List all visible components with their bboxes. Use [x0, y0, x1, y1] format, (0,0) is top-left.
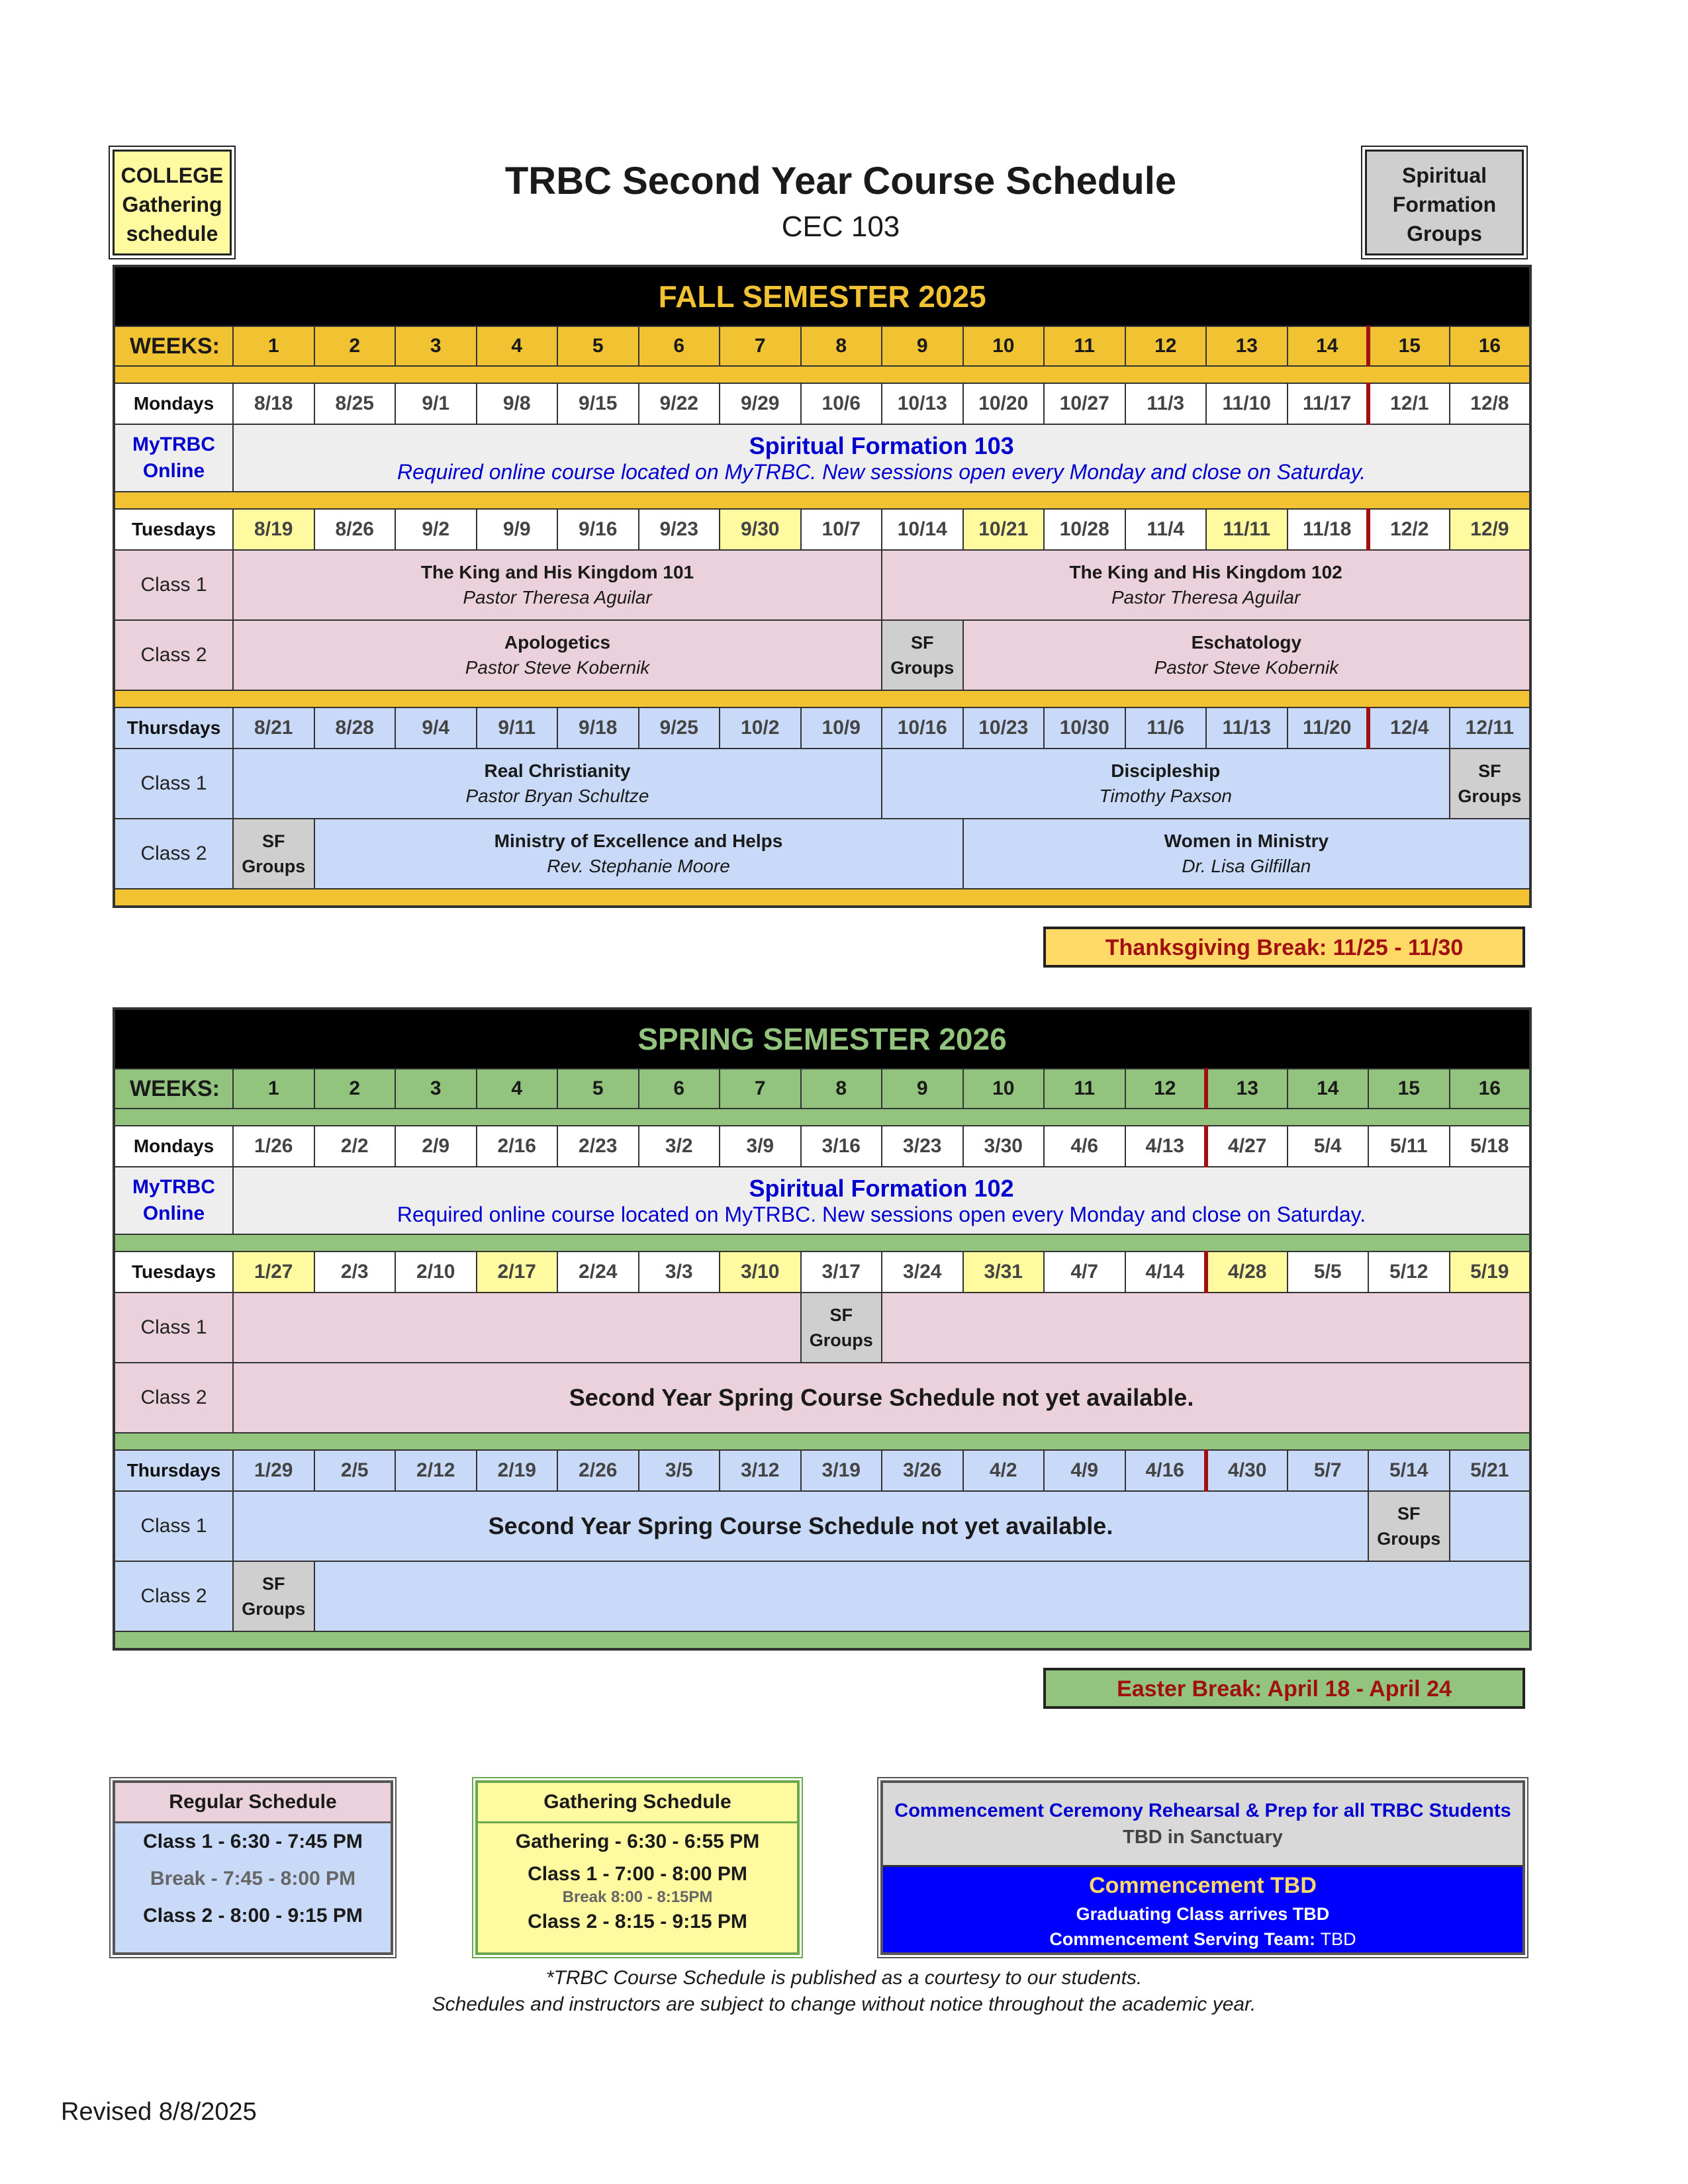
online-course-title: Spiritual Formation 102 [749, 1174, 1014, 1202]
date-cell: 3/17 [801, 1251, 882, 1293]
spring-thu-class2-row [114, 1561, 1530, 1631]
date-cell: 4/30 [1206, 1450, 1288, 1491]
date-cell: 8/19 [233, 509, 314, 550]
date-cell: 10/28 [1044, 509, 1125, 550]
week-number: 12 [1125, 326, 1207, 366]
week-number: 11 [1044, 326, 1125, 366]
week-number: 13 [1206, 1069, 1288, 1109]
date-cell: 1/27 [233, 1251, 314, 1293]
course-cell [233, 749, 882, 819]
week-number: 8 [801, 326, 882, 366]
class2-label: Class 2 [114, 620, 233, 690]
date-cell: 2/24 [557, 1251, 639, 1293]
date-cell: 2/12 [395, 1450, 477, 1491]
revised-date: Revised 8/8/2025 [61, 2098, 257, 2126]
weeks-label: WEEKS: [114, 326, 233, 366]
date-cell: 10/16 [882, 707, 963, 749]
legend-class1: Class 1 - 7:00 - 8:00 PM [528, 1863, 747, 1885]
page-title: TRBC Second Year Course Schedule [504, 159, 1177, 203]
online-course-cell [233, 1167, 1530, 1234]
fall-tue-class1-row [114, 550, 1530, 620]
course-name: The King and His Kingdom 102 [1069, 562, 1342, 582]
online-course-description: Required online course located on MyTRBC. New sessions open every Monday and close on Saturday. [397, 459, 1366, 484]
rehearsal-location: TBD in Sanctuary [1123, 1827, 1283, 1848]
date-cell: 8/28 [314, 707, 396, 749]
week-number: 10 [963, 326, 1045, 366]
date-cell: 3/10 [720, 1251, 801, 1293]
date-cell: 4/28 [1206, 1251, 1288, 1293]
week-number: 2 [314, 1069, 396, 1109]
date-cell: 9/16 [557, 509, 639, 550]
fall-schedule-table [113, 265, 1532, 908]
date-cell: 3/16 [801, 1126, 882, 1167]
date-cell: 9/23 [639, 509, 720, 550]
tuesdays-label: Tuesdays [114, 1251, 233, 1293]
not-available-notice: Second Year Spring Course Schedule not yet available. [233, 1491, 1368, 1561]
not-available-notice: Second Year Spring Course Schedule not yet available. [233, 1363, 1530, 1433]
class2-label: Class 2 [114, 1561, 233, 1631]
date-cell: 10/2 [720, 707, 801, 749]
date-cell: 9/1 [395, 383, 477, 424]
date-cell: 3/26 [882, 1450, 963, 1491]
sf-groups-cell: SF Groups [233, 1561, 314, 1631]
thursdays-label: Thursdays [114, 1450, 233, 1491]
date-cell: 4/13 [1125, 1126, 1207, 1167]
date-cell: 11/10 [1206, 383, 1288, 424]
week-number: 1 [233, 1069, 314, 1109]
week-number: 14 [1288, 326, 1369, 366]
sf-groups-cell: SF Groups [1450, 749, 1531, 819]
empty-course-cell [882, 1293, 1530, 1363]
sf-groups-cell: SF Groups [233, 819, 314, 889]
mytrbc-online-label: MyTRBC Online [114, 1167, 233, 1234]
date-cell: 8/21 [233, 707, 314, 749]
fall-online-row [114, 424, 1530, 492]
week-number: 4 [477, 1069, 558, 1109]
spiritual-formation-groups-badge: Spiritual Formation Groups [1365, 150, 1524, 255]
week-number: 5 [557, 1069, 639, 1109]
weeks-label: WEEKS: [114, 1069, 233, 1109]
legend-class1: Class 1 - 6:30 - 7:45 PM [143, 1831, 363, 1852]
class2-label: Class 2 [114, 1363, 233, 1433]
college-gathering-schedule-badge: COLLEGE Gathering schedule [113, 150, 232, 255]
date-cell: 2/2 [314, 1126, 396, 1167]
course-instructor: Pastor Theresa Aguilar [1111, 587, 1301, 608]
date-cell: 1/29 [233, 1450, 314, 1491]
week-number: 4 [477, 326, 558, 366]
mondays-label: Mondays [114, 383, 233, 424]
week-number: 6 [639, 1069, 720, 1109]
date-cell: 10/9 [801, 707, 882, 749]
fall-mondays-row [114, 383, 1530, 424]
regular-schedule-legend [113, 1780, 393, 1955]
rehearsal-title: Commencement Ceremony Rehearsal & Prep for all TRBC Students [894, 1800, 1511, 1821]
date-cell: 12/9 [1450, 509, 1531, 550]
divider [114, 1109, 1530, 1126]
week-number: 9 [882, 326, 963, 366]
date-cell: 5/18 [1450, 1126, 1531, 1167]
fall-thu-class1-row [114, 749, 1530, 819]
fall-thursdays-row [114, 707, 1530, 749]
empty-course-cell [1450, 1491, 1531, 1561]
date-cell: 10/14 [882, 509, 963, 550]
course-instructor: Dr. Lisa Gilfillan [1182, 856, 1311, 876]
week-number: 1 [233, 326, 314, 366]
date-cell: 9/29 [720, 383, 801, 424]
date-cell: 2/19 [477, 1450, 558, 1491]
spring-semester-title: SPRING SEMESTER 2026 [114, 1009, 1530, 1069]
divider [114, 366, 1530, 383]
mytrbc-online-label: MyTRBC Online [114, 424, 233, 492]
online-course-description: Required online course located on MyTRBC. New sessions open every Monday and close on Saturday. [397, 1202, 1366, 1226]
course-instructor: Pastor Theresa Aguilar [463, 587, 652, 608]
date-cell: 5/19 [1450, 1251, 1531, 1293]
date-cell: 9/18 [557, 707, 639, 749]
commencement-panel [883, 1865, 1523, 1952]
date-cell: 9/25 [639, 707, 720, 749]
tuesdays-label: Tuesdays [114, 509, 233, 550]
date-cell: 3/31 [963, 1251, 1045, 1293]
courtesy-note: *TRBC Course Schedule is published as a courtesy to our students. [545, 1967, 1143, 1989]
class1-label: Class 1 [114, 1293, 233, 1363]
legend-break: Break 8:00 - 8:15PM [562, 1888, 713, 1906]
week-number: 8 [801, 1069, 882, 1109]
fall-weeks-row [114, 326, 1530, 366]
course-instructor: Timothy Paxson [1099, 786, 1232, 806]
date-cell: 10/20 [963, 383, 1045, 424]
divider [114, 1433, 1530, 1450]
date-cell: 4/14 [1125, 1251, 1207, 1293]
date-cell: 10/21 [963, 509, 1045, 550]
date-cell: 5/5 [1288, 1251, 1369, 1293]
week-number: 9 [882, 1069, 963, 1109]
spring-tue-class1-row [114, 1293, 1530, 1363]
course-name: Discipleship [1111, 760, 1221, 781]
week-number: 12 [1125, 1069, 1207, 1109]
date-cell: 4/16 [1125, 1450, 1207, 1491]
date-cell: 9/15 [557, 383, 639, 424]
date-cell: 4/7 [1044, 1251, 1125, 1293]
divider [114, 889, 1530, 907]
week-number: 16 [1450, 1069, 1531, 1109]
serving-team-line: Commencement Serving Team: TBD [1049, 1929, 1356, 1949]
legend-title: Gathering Schedule [478, 1783, 797, 1823]
week-number: 14 [1288, 1069, 1369, 1109]
week-number: 15 [1368, 1069, 1450, 1109]
date-cell: 11/13 [1206, 707, 1288, 749]
date-cell: 10/30 [1044, 707, 1125, 749]
legend-title: Regular Schedule [115, 1783, 391, 1823]
course-cell [963, 620, 1531, 690]
date-cell: 9/22 [639, 383, 720, 424]
date-cell: 4/6 [1044, 1126, 1125, 1167]
date-cell: 10/27 [1044, 383, 1125, 424]
week-number: 3 [395, 326, 477, 366]
date-cell: 3/19 [801, 1450, 882, 1491]
empty-course-cell [233, 1293, 801, 1363]
date-cell: 9/4 [395, 707, 477, 749]
spring-online-row [114, 1167, 1530, 1234]
date-cell: 11/3 [1125, 383, 1207, 424]
date-cell: 4/9 [1044, 1450, 1125, 1491]
course-instructor: Pastor Steve Kobernik [465, 657, 650, 678]
date-cell: 2/23 [557, 1126, 639, 1167]
date-cell: 12/8 [1450, 383, 1531, 424]
date-cell: 5/4 [1288, 1126, 1369, 1167]
week-number: 10 [963, 1069, 1045, 1109]
course-instructor: Pastor Bryan Schultze [465, 786, 649, 806]
course-cell [314, 819, 963, 889]
date-cell: 3/2 [639, 1126, 720, 1167]
divider [114, 690, 1530, 707]
date-cell: 9/30 [720, 509, 801, 550]
class1-label: Class 1 [114, 550, 233, 620]
fall-tue-class2-row [114, 620, 1530, 690]
legend-break: Break - 7:45 - 8:00 PM [150, 1868, 356, 1889]
date-cell: 3/9 [720, 1126, 801, 1167]
date-cell: 9/2 [395, 509, 477, 550]
course-cell [882, 550, 1530, 620]
week-number: 16 [1450, 326, 1531, 366]
date-cell: 11/11 [1206, 509, 1288, 550]
date-cell: 9/8 [477, 383, 558, 424]
course-cell [233, 550, 882, 620]
date-cell: 2/5 [314, 1450, 396, 1491]
course-name: Eschatology [1191, 632, 1302, 653]
date-cell: 11/4 [1125, 509, 1207, 550]
week-number: 5 [557, 326, 639, 366]
date-cell: 5/21 [1450, 1450, 1531, 1491]
date-cell: 11/18 [1288, 509, 1369, 550]
class1-label: Class 1 [114, 1491, 233, 1561]
course-name: Apologetics [504, 632, 611, 653]
date-cell: 2/9 [395, 1126, 477, 1167]
date-cell: 2/16 [477, 1126, 558, 1167]
date-cell: 8/18 [233, 383, 314, 424]
thanksgiving-break-banner: Thanksgiving Break: 11/25 - 11/30 [1043, 927, 1525, 968]
week-number: 15 [1368, 326, 1450, 366]
course-name: The King and His Kingdom 101 [420, 562, 694, 582]
date-cell: 5/11 [1368, 1126, 1450, 1167]
graduating-class-arrival: Graduating Class arrives TBD [1076, 1904, 1330, 1924]
date-cell: 2/3 [314, 1251, 396, 1293]
thursdays-label: Thursdays [114, 707, 233, 749]
date-cell: 3/24 [882, 1251, 963, 1293]
spring-weeks-row [114, 1069, 1530, 1109]
commencement-info-box [880, 1780, 1525, 1955]
date-cell: 2/10 [395, 1251, 477, 1293]
week-number: 3 [395, 1069, 477, 1109]
date-cell: 3/3 [639, 1251, 720, 1293]
commencement-title: Commencement TBD [1089, 1873, 1317, 1898]
date-cell: 2/17 [477, 1251, 558, 1293]
date-cell: 11/17 [1288, 383, 1369, 424]
week-number: 13 [1206, 326, 1288, 366]
spring-thu-class1-row [114, 1491, 1530, 1561]
week-number: 7 [720, 1069, 801, 1109]
class2-label: Class 2 [114, 819, 233, 889]
date-cell: 9/11 [477, 707, 558, 749]
date-cell: 10/23 [963, 707, 1045, 749]
legend-class2: Class 2 - 8:00 - 9:15 PM [143, 1905, 363, 1927]
divider [114, 1631, 1530, 1649]
legend-gathering: Gathering - 6:30 - 6:55 PM [515, 1831, 760, 1852]
date-cell: 12/2 [1368, 509, 1450, 550]
date-cell: 12/1 [1368, 383, 1450, 424]
date-cell: 5/14 [1368, 1450, 1450, 1491]
easter-break-banner: Easter Break: April 18 - April 24 [1043, 1668, 1525, 1709]
fall-tuesdays-row [114, 509, 1530, 550]
date-cell: 3/5 [639, 1450, 720, 1491]
date-cell: 12/4 [1368, 707, 1450, 749]
date-cell: 10/6 [801, 383, 882, 424]
week-number: 7 [720, 326, 801, 366]
date-cell: 2/26 [557, 1450, 639, 1491]
date-cell: 4/2 [963, 1450, 1045, 1491]
date-cell: 5/12 [1368, 1251, 1450, 1293]
course-cell [882, 749, 1450, 819]
online-course-cell [233, 424, 1530, 492]
course-cell [963, 819, 1531, 889]
legend-class2: Class 2 - 8:15 - 9:15 PM [528, 1911, 747, 1933]
sf-groups-cell: SF Groups [882, 620, 963, 690]
week-number: 2 [314, 326, 396, 366]
class1-label: Class 1 [114, 749, 233, 819]
week-number: 11 [1044, 1069, 1125, 1109]
spring-tuesdays-row [114, 1251, 1530, 1293]
fall-semester-title: FALL SEMESTER 2025 [114, 266, 1530, 326]
course-instructor: Pastor Steve Kobernik [1154, 657, 1339, 678]
date-cell: 3/30 [963, 1126, 1045, 1167]
spring-thursdays-row [114, 1450, 1530, 1491]
date-cell: 1/26 [233, 1126, 314, 1167]
course-cell [233, 620, 882, 690]
course-name: Real Christianity [484, 760, 631, 781]
date-cell: 3/23 [882, 1126, 963, 1167]
date-cell: 8/25 [314, 383, 396, 424]
date-cell: 8/26 [314, 509, 396, 550]
date-cell: 12/11 [1450, 707, 1531, 749]
date-cell: 10/7 [801, 509, 882, 550]
date-cell: 5/7 [1288, 1450, 1369, 1491]
sf-groups-cell: SF Groups [801, 1293, 882, 1363]
divider [114, 492, 1530, 509]
date-cell: 11/6 [1125, 707, 1207, 749]
date-cell: 3/12 [720, 1450, 801, 1491]
fall-thu-class2-row [114, 819, 1530, 889]
spring-tue-class2-row [114, 1363, 1530, 1433]
course-name: Ministry of Excellence and Helps [494, 831, 783, 851]
course-name: Women in Ministry [1164, 831, 1329, 851]
date-cell: 9/9 [477, 509, 558, 550]
date-cell: 10/13 [882, 383, 963, 424]
page-subtitle: CEC 103 [781, 210, 900, 243]
spring-mondays-row [114, 1126, 1530, 1167]
online-course-title: Spiritual Formation 103 [749, 432, 1014, 459]
gathering-schedule-legend [475, 1780, 800, 1955]
change-disclaimer: Schedules and instructors are subject to change without notice throughout the academic year. [432, 1993, 1256, 2015]
sf-groups-cell: SF Groups [1368, 1491, 1450, 1561]
date-cell: 11/20 [1288, 707, 1369, 749]
spring-schedule-table [113, 1007, 1532, 1651]
week-number: 6 [639, 326, 720, 366]
date-cell: 4/27 [1206, 1126, 1288, 1167]
course-instructor: Rev. Stephanie Moore [547, 856, 730, 876]
empty-course-cell [314, 1561, 1531, 1631]
mondays-label: Mondays [114, 1126, 233, 1167]
divider [114, 1234, 1530, 1251]
